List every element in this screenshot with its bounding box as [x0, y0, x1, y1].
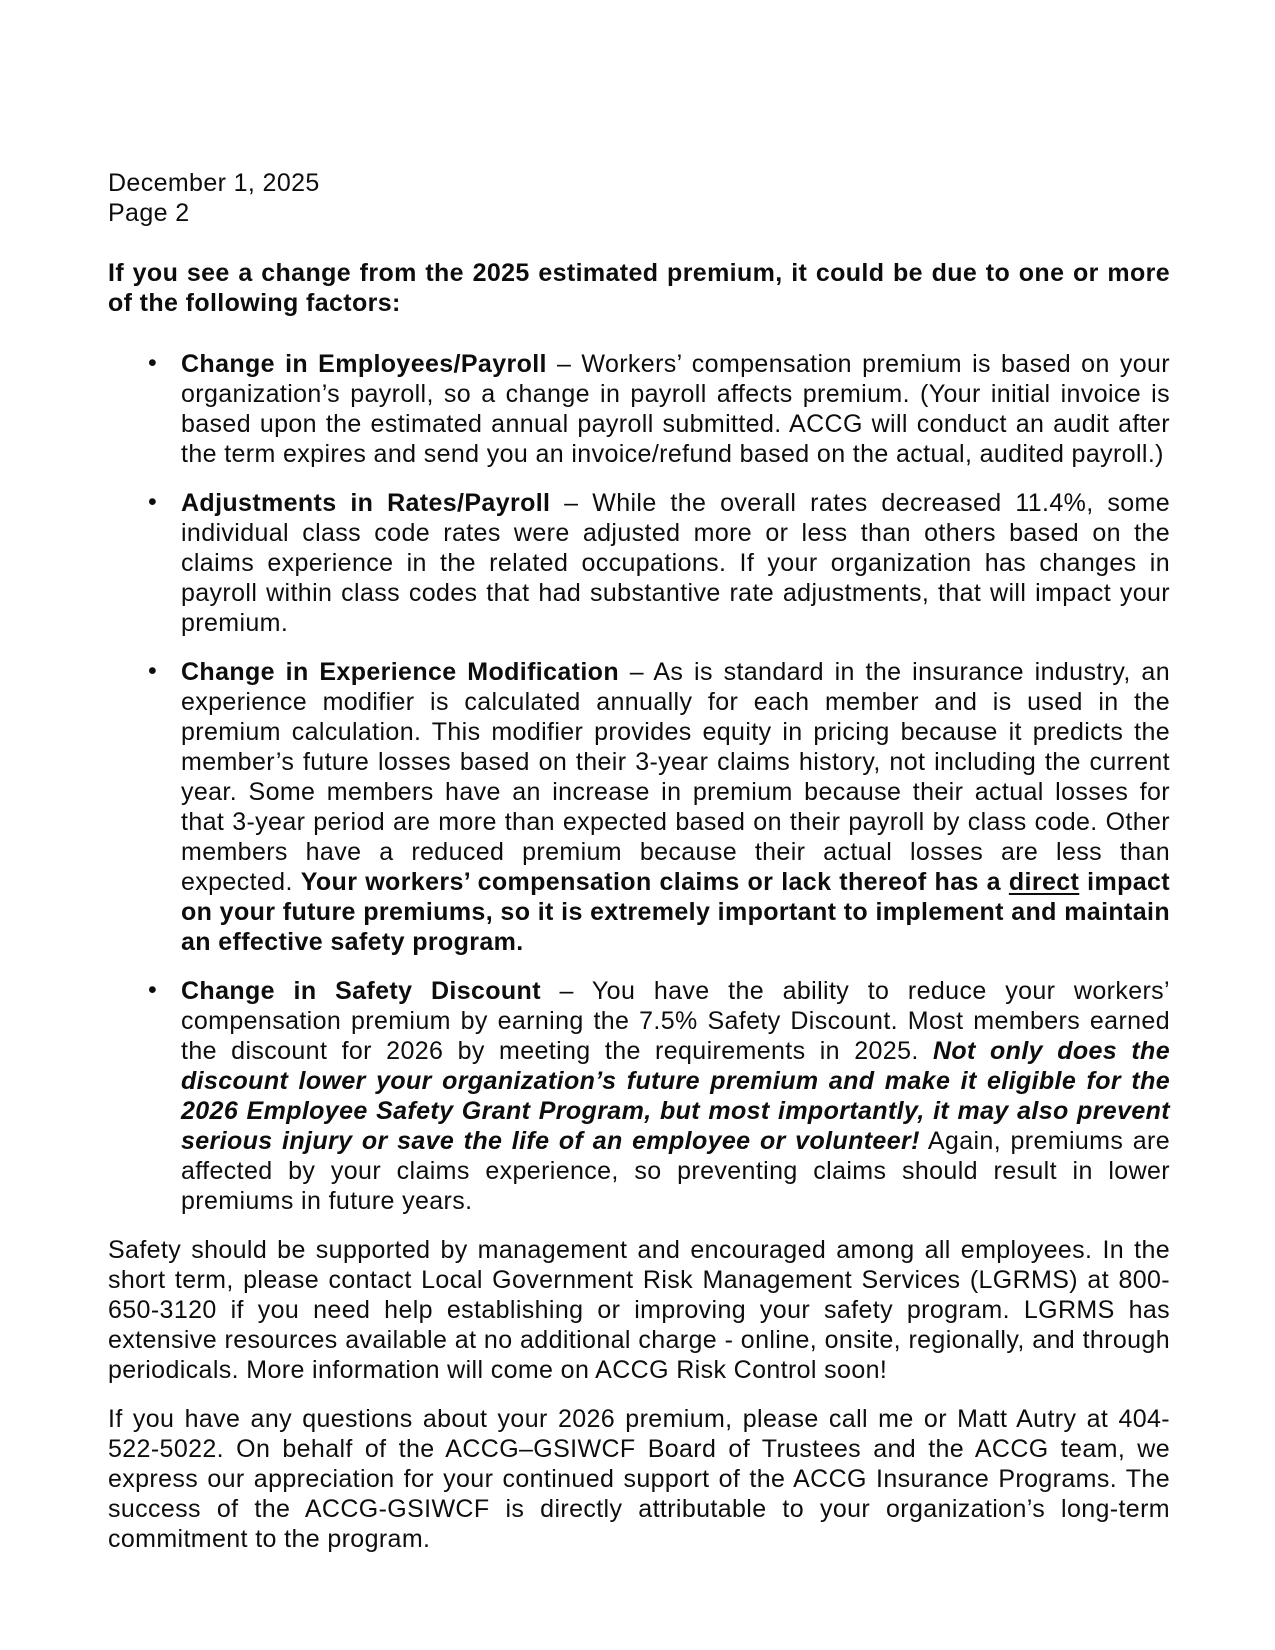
bullet-icon: •: [148, 349, 158, 377]
letter-header: [108, 168, 1170, 228]
list-item-safety-discount: [108, 976, 1170, 1216]
bullet-icon: •: [148, 488, 158, 516]
list-item-text: Change in Experience Modification – As is standard in the insurance industry, an experience modifier is calculated annually for each member and is used in the premium calculation. This modifier provides equity in pricing because it predicts the member’s future losses based on their 3-year claims history, not including the current year. Some members have an increase in premium because their actual losses for that 3-year period are more than expected based on their payroll by class code. Other members have a reduced premium because their actual losses are less than expected. Your workers’ compensation claims or lack thereof has a direct impact on your future premiums, so it is extremely important to implement and maintain an effective safety program.: [181, 658, 1171, 956]
safety-support-paragraph: Safety should be supported by management and encouraged among all employees. In the short term, please contact Local Government Risk Management Services (LGRMS) at 800-650-3120 if you need help establishing or improving your safety program. LGRMS has extensive resources available at no additional charge - online, onsite, regionally, and through periodicals. More information will come on ACCG Risk Control soon!: [108, 1236, 1170, 1384]
list-item-text: Adjustments in Rates/Payroll – While the overall rates decreased 11.4%, some individual class code rates were adjusted more or less than others based on the claims experience in the related occupations. If your organization has changes in payroll within class codes that had substantive rate adjustments, that will impact your premium.: [181, 489, 1170, 637]
list-item-employees-payroll: [108, 349, 1170, 469]
factors-list: [108, 349, 1170, 1216]
list-item-rates-payroll: [108, 488, 1170, 638]
list-item-text: Change in Employees/Payroll – Workers’ compensation premium is based on your organization’s payroll, so a change in payroll affects premium. (Your initial invoice is based upon the estimated annual payroll submitted. ACCG will conduct an audit after the term expires and send you an invoice/refund based on the actual, audited payroll.): [181, 350, 1170, 468]
bullet-icon: •: [148, 657, 158, 685]
closing-paragraph: If you have any questions about your 2026 premium, please call me or Matt Autry at 404-522-5022. On behalf of the ACCG–GSIWCF Board of Trustees and the ACCG team, we express our appreciation for your continued support of the ACCG Insurance Programs. The success of the ACCG-GSIWCF is directly attributable to your organization’s long-term commitment to the program.: [108, 1405, 1170, 1553]
bullet-icon: •: [148, 976, 158, 1004]
list-item-text: Change in Safety Discount – You have the ability to reduce your workers’ compensation premium by earning the 7.5% Safety Discount. Most members earned the discount for 2026 by meeting the requirements in 2025. Not only does the discount lower your organization’s future premium and make it eligible for the 2026 Employee Safety Grant Program, but most importantly, it may also prevent serious injury or save the life of an employee or volunteer! Again, premiums are affected by your claims experience, so preventing claims should result in lower premiums in future years.: [181, 977, 1170, 1215]
date-line: December 1, 2025: [108, 169, 320, 197]
list-item-experience-modification: [108, 657, 1170, 957]
intro-paragraph: If you see a change from the 2025 estimated premium, it could be due to one or more of the following factors:: [108, 259, 1170, 317]
page-number-line: Page 2: [108, 199, 190, 227]
letter-body: [108, 168, 1170, 1573]
